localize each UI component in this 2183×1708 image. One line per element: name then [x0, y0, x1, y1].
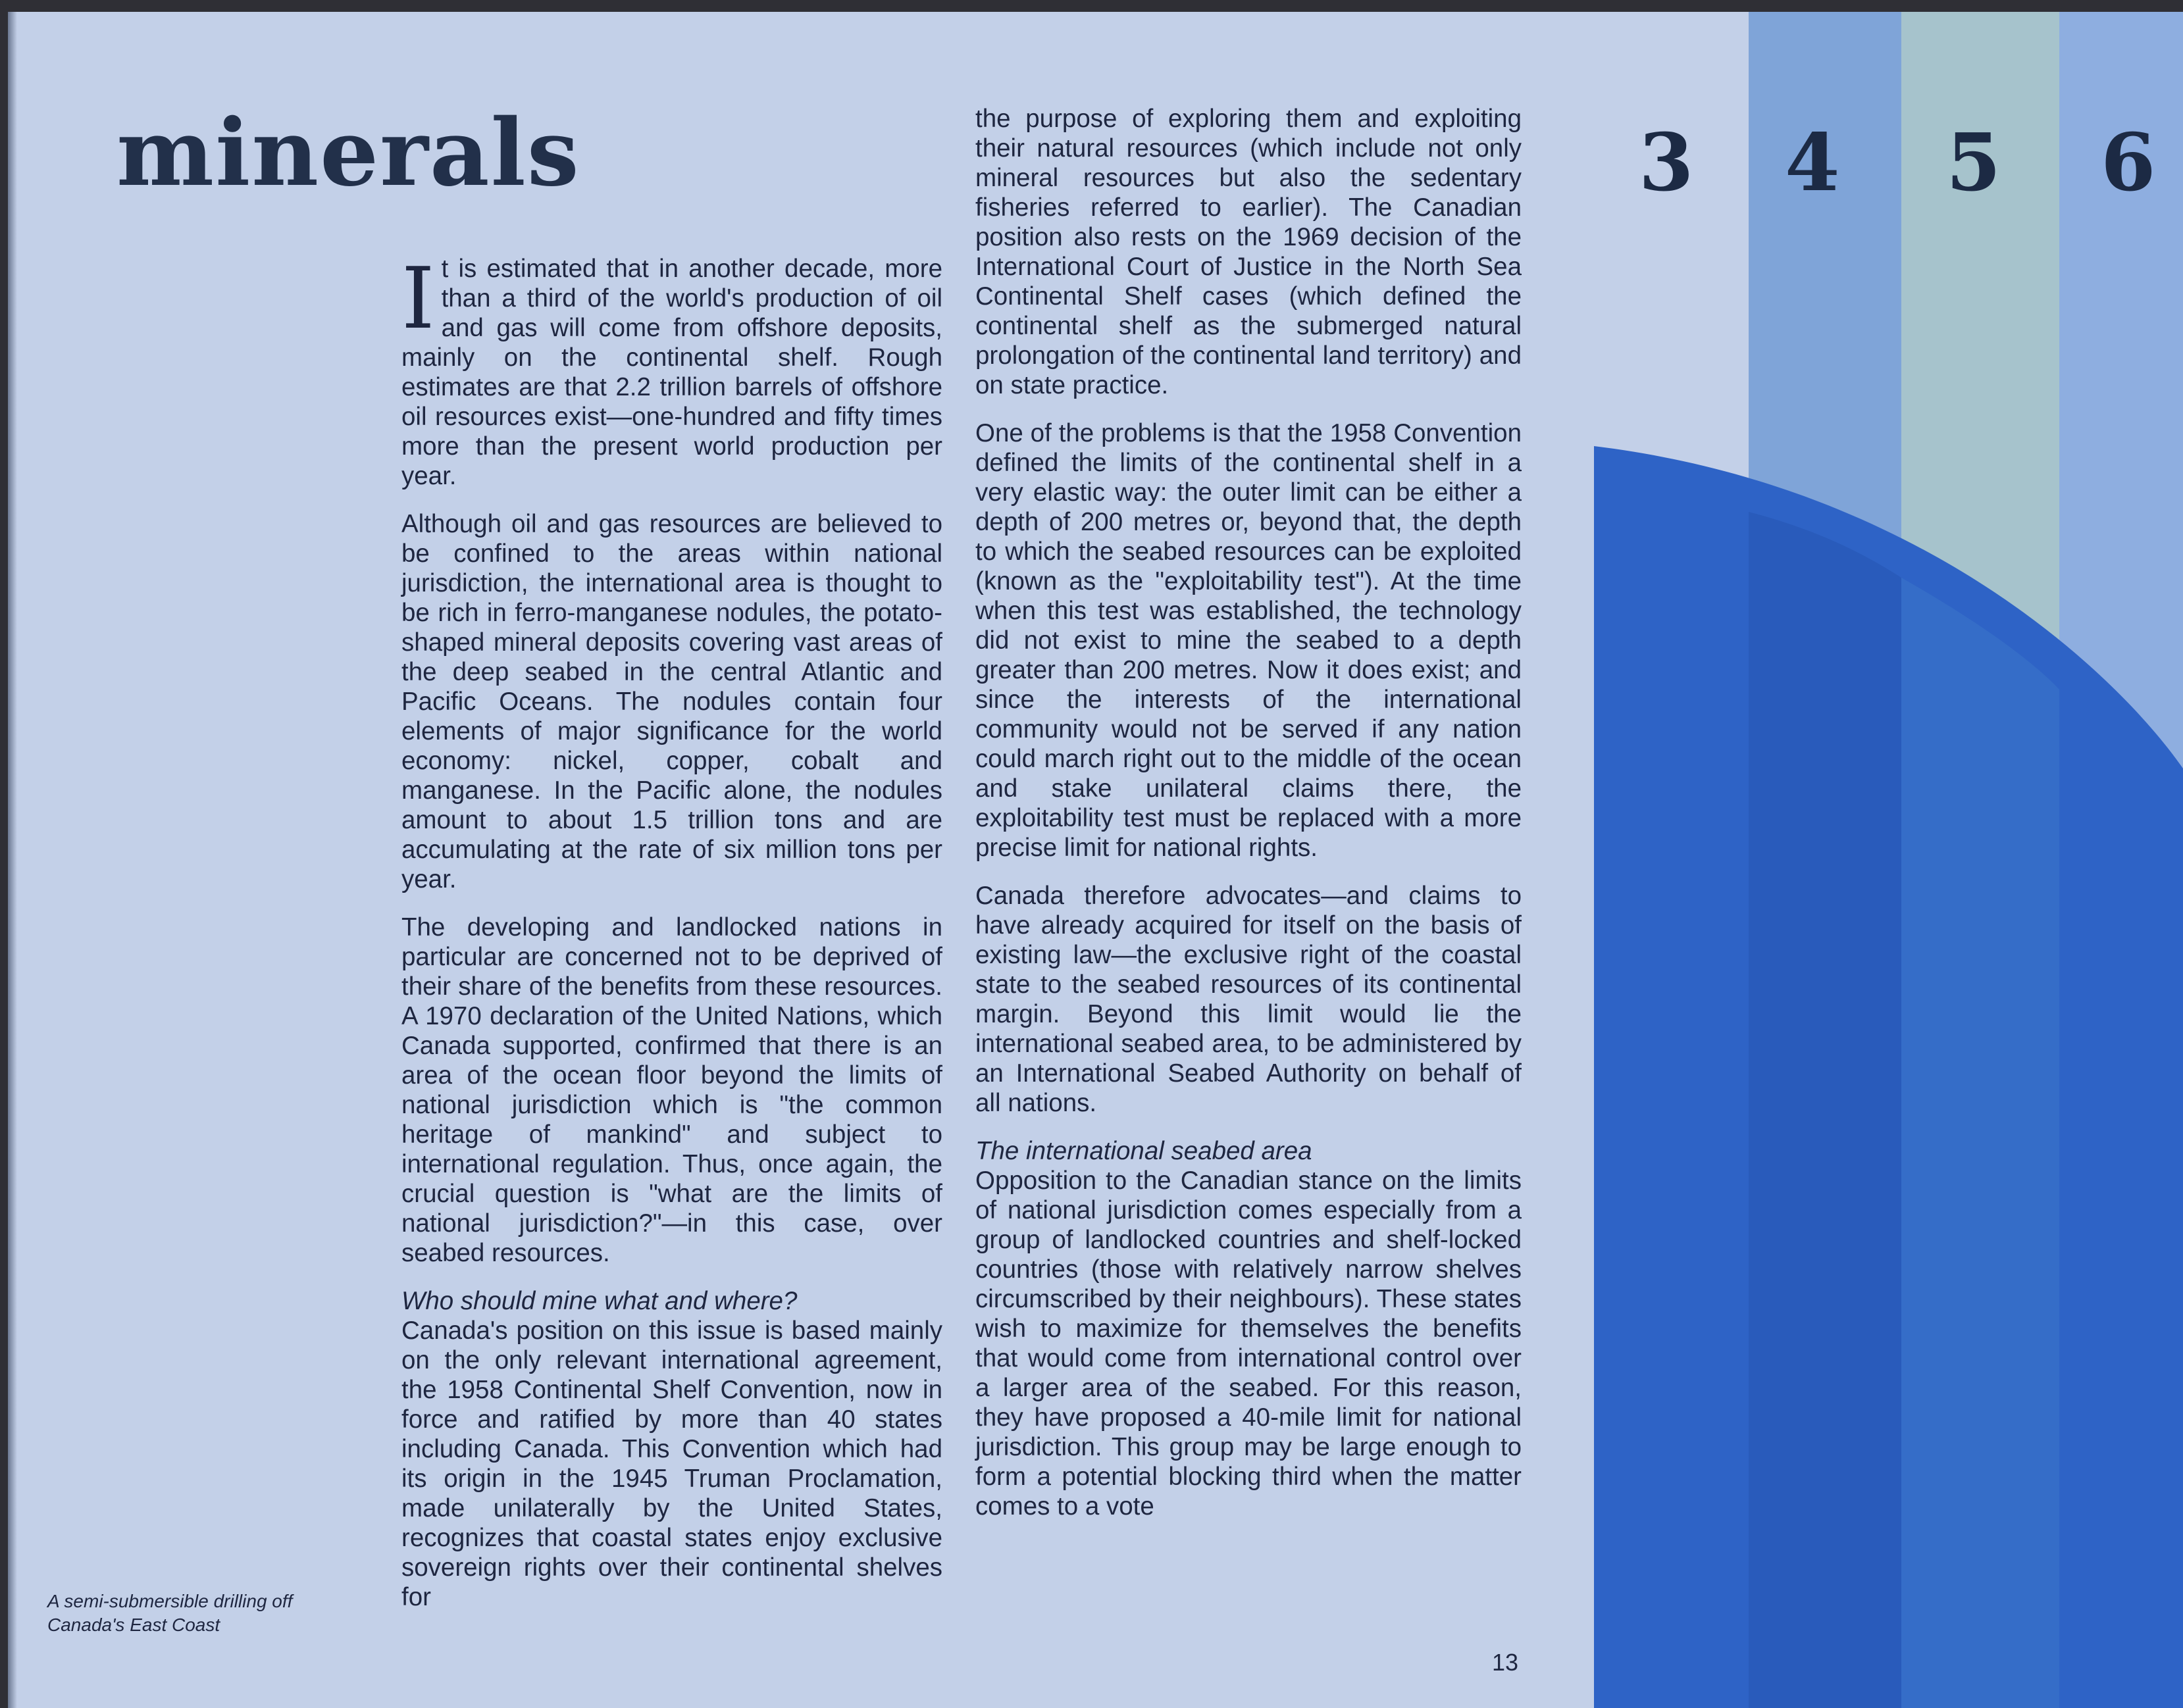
photo-caption: A semi-submersible drilling off Canada's East Coast [47, 1591, 293, 1635]
paragraph: Although oil and gas resources are believed to be confined to the areas within national jurisdiction, the international area is thought to be rich in ferro-manganese nodules, the potato-shaped mineral deposits covering vast areas of the deep seabed in the central Atlantic and Pacific Oceans. The nodules contain four elements of major significance for the world economy: nickel, copper, cobalt and manganese. In the Pacific alone, the nodules amount to about 1.5 trillion tons and are accumulating at the rate of six million tons per year. [401, 510, 942, 893]
drop-cap: I [401, 250, 435, 348]
section-heading: The international seabed area [975, 1137, 1312, 1165]
paragraph: the purpose of exploring them and exploiting their natural resources (which include not only mineral resources but also the sedentary fisheries referred to earlier). The Canadian position also rests on the 1969 decision of the International Court of Justice in the North Sea Continental Shelf cases (which defined the continental shelf as the submerged natural prolongation of the continental land territory) and on state practice. [975, 105, 1522, 399]
paragraph: The developing and landlocked nations in particular are concerned not to be deprived of their share of the benefits from these resources. A 1970 declaration of the United Nations, which Canada supported, confirmed that there is an area of the ocean floor beyond the limits of national jurisdiction which is "the common heritage of mankind" and subject to international regulation. Thus, once again, the crucial question is "what are the limits of national jurisdiction?"—in this case, over seabed resources. [401, 913, 942, 1267]
tab-label-5[interactable]: 5 [1946, 116, 2001, 209]
page-number: 13 [1492, 1649, 1519, 1676]
text-column-right [975, 104, 1522, 1540]
paragraph: Opposition to the Canadian stance on the limits of national jurisdiction comes especially from a group of landlocked countries and shelf-locked countries (those with relatively narrow shelves circumscribed by their neighbours). These states wish to maximize for themselves the benefits that would come from international control over a larger area of the seabed. For this reason, they have proposed a 40-mile limit for national jurisdiction. This group may be large enough to form a potential blocking third when the matter comes to a vote [975, 1167, 1522, 1520]
section-heading: Who should mine what and where? [401, 1287, 798, 1315]
paragraph: Canada therefore advocates—and claims to have already acquired for itself on the basis of existing law—the exclusive right of the coastal state to the seabed resources of its continental margin. Beyond this limit would lie the international seabed area, to be administered by an International Seabed Authority on behalf of all nations. [975, 882, 1522, 1117]
tab-label-3[interactable]: 3 [1639, 116, 1694, 209]
tab-label-4[interactable]: 4 [1785, 116, 1840, 209]
paragraph: One of the problems is that the 1958 Convention defined the limits of the continental shelf in a very elastic way: the outer limit can be either a depth of 200 metres or, beyond that, the depth to which the seabed resources can be exploited (known as the "exploitability test"). At the time when this test was established, the technology did not exist to mine the seabed to a depth greater than 200 metres. Now it does exist; and since the interests of the international community would not be served if any nation could march right out to the middle of the ocean and stake unilateral claims there, the exploitability test must be replaced with a more precise limit for national rights. [975, 419, 1522, 862]
text-column-left [401, 250, 942, 1630]
paragraph [401, 250, 942, 491]
paragraph: Canada's position on this issue is based mainly on the only relevant international agreement, the 1958 Continental Shelf Convention, now in force and ratified by more than 40 states including Canada. This Convention which had its origin in the 1945 Truman Proclamation, made unilaterally by the United States, recognizes that coastal states enjoy exclusive sovereign rights over their continental shelves for [401, 1317, 942, 1611]
tab-label-6[interactable]: 6 [2101, 116, 2156, 209]
booklet-page [8, 12, 2183, 1708]
paragraph-text: t is estimated that in another decade, more than a third of the world's production of oil and gas will come from offshore deposits, mainly on the continental shelf. Rough estimates are that 2.2 trillion barrels of offshore oil resources exist—one-hundred and fifty times more than the present world production per year. [401, 255, 942, 490]
page-title: minerals [116, 99, 580, 207]
